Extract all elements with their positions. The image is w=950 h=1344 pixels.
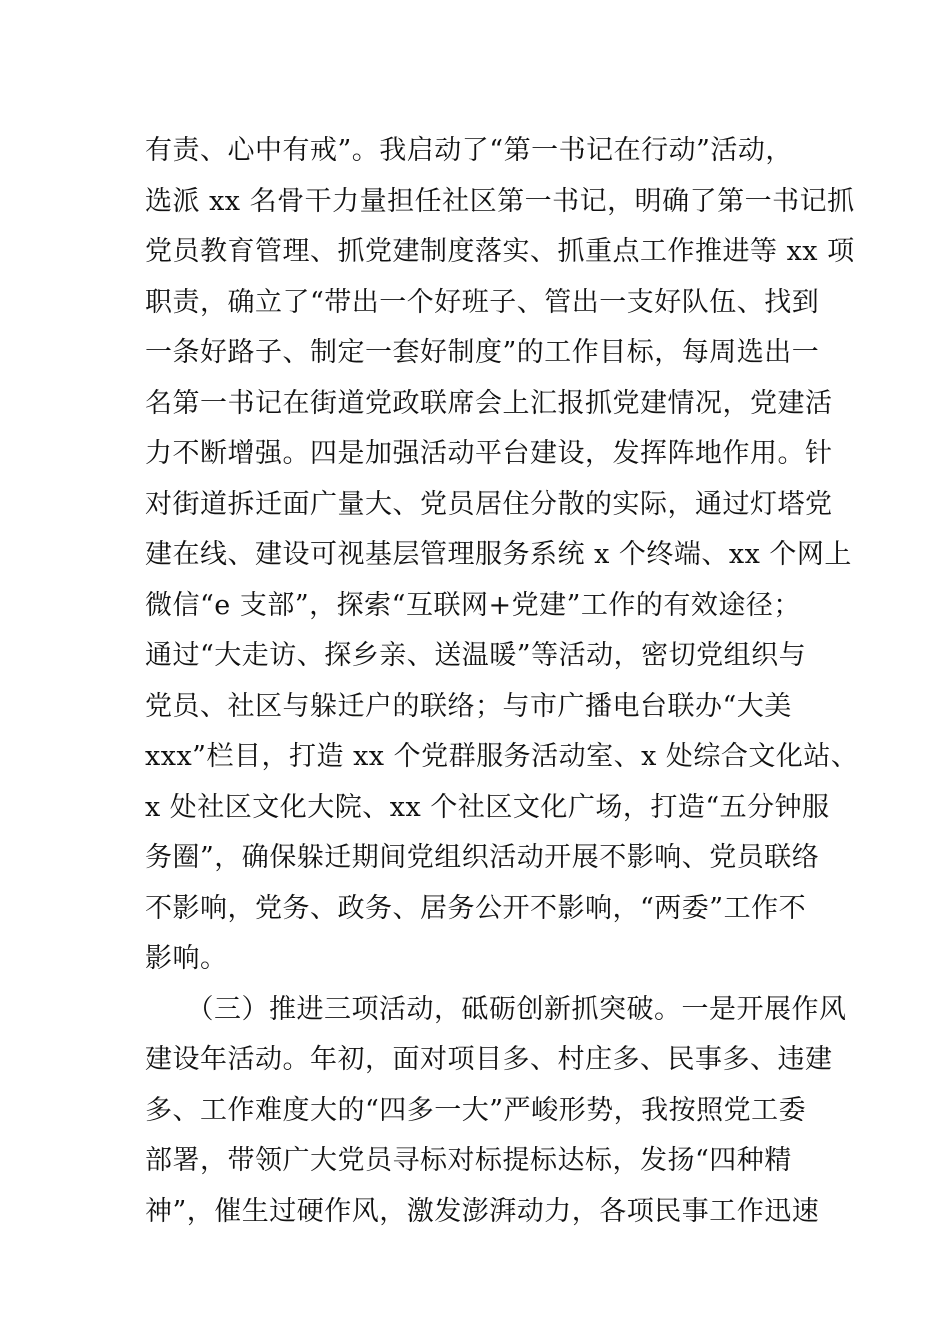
text-line-9: 建在线、建设可视基层管理服务系统 x 个终端、xx 个网上 bbox=[145, 539, 852, 570]
text-line-4: 职责，确立了“带出一个好班子、管出一支好队伍、找到 bbox=[145, 286, 820, 318]
text-line-7: 力不断增强。四是加强活动平台建设，发挥阵地作用。针 bbox=[145, 438, 833, 469]
text-line-6: 名第一书记在街道党政联席会上汇报抓党建情况，党建活 bbox=[145, 387, 833, 419]
text-line-18: （三）推进三项活动，砥砺创新抓突破。一是开展作风 bbox=[145, 993, 847, 1025]
text-line-10: 微信“e 支部”，探索“互联网+党建”工作的有效途径； bbox=[145, 589, 801, 621]
text-line-1: 有责、心中有戒”。我启动了“第一书记在行动”活动， bbox=[145, 135, 793, 166]
text-line-22: 神”，催生过硬作风，激发澎湃动力，各项民事工作迅速 bbox=[145, 1195, 820, 1227]
text-line-20: 多、工作难度大的“四多一大”严峻形势，我按照党工委 bbox=[145, 1094, 807, 1126]
text-line-2: 选派 xx 名骨干力量担任社区第一书记，明确了第一书记抓 bbox=[145, 185, 855, 217]
text-line-14: x 处社区文化大院、xx 个社区文化广场，打造“五分钟服 bbox=[145, 791, 830, 823]
document-body bbox=[145, 126, 859, 1237]
text-line-21: 部署，带领广大党员寻标对标提标达标，发扬“四种精 bbox=[145, 1145, 792, 1176]
text-line-15: 务圈”，确保躲迁期间党组织活动开展不影响、党员联络 bbox=[145, 842, 820, 873]
text-line-3: 党员教育管理、抓党建制度落实、抓重点工作推进等 xx 项 bbox=[145, 236, 855, 267]
text-line-11: 通过“大走访、探乡亲、送温暖”等活动，密切党组织与 bbox=[145, 640, 807, 671]
text-line-8: 对街道拆迁面广量大、党员居住分散的实际，通过灯塔党 bbox=[145, 488, 833, 520]
text-line-13: xxx”栏目，打造 xx 个党群服务活动室、x 处综合文化站、 bbox=[145, 741, 859, 772]
text-line-19: 建设年活动。年初，面对项目多、村庄多、民事多、违建 bbox=[145, 1044, 833, 1075]
text-line-17: 影响。 bbox=[145, 943, 228, 974]
text-line-12: 党员、社区与躲迁户的联络；与市广播电台联办“大美 bbox=[145, 690, 792, 722]
text-line-5: 一条好路子、制定一套好制度”的工作目标，每周选出一 bbox=[145, 337, 820, 368]
text-line-16: 不影响，党务、政务、居务公开不影响，“两委”工作不 bbox=[145, 892, 807, 924]
